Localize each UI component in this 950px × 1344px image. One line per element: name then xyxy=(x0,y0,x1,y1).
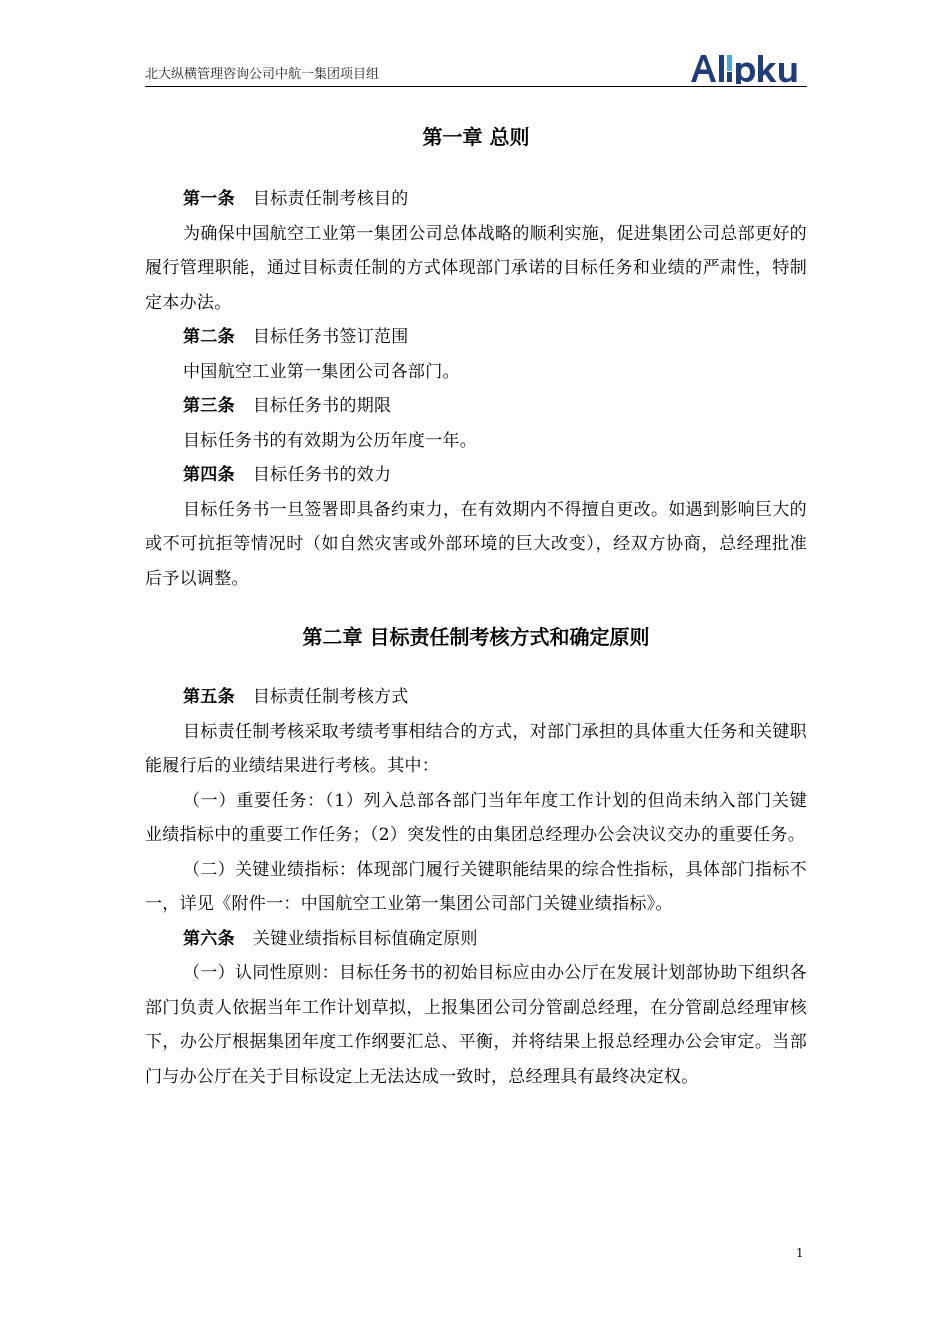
article-5-item-1: （一）重要任务：（1）列入总部各部门当年年度工作计划的但尚未纳入部门关键业绩指标中的重要工作任务；（2）突发性的由集团总经理办公会决议交办的重要任务。 xyxy=(145,790,807,845)
page-number: 1 xyxy=(796,1246,804,1260)
article-title: 目标任务书的效力 xyxy=(252,465,392,485)
article-1-body: 为确保中国航空工业第一集团公司总体战略的顺利实施，促进集团公司总部更好的履行管理职能，通过目标责任制的方式体现部门承诺的目标任务和业绩的严肃性，特制定本办法。 xyxy=(145,223,807,313)
chapter-2-title: 第二章 目标责任制考核方式和确定原则 xyxy=(302,625,650,649)
allpku-logo xyxy=(689,52,807,84)
article-number: 第五条 xyxy=(183,687,235,707)
article-title: 目标责任制考核方式 xyxy=(252,687,409,707)
article-number: 第二条 xyxy=(183,327,235,347)
document-body xyxy=(145,118,807,1094)
article-title: 目标任务书签订范围 xyxy=(252,327,409,347)
chapter-1-title: 第一章 总则 xyxy=(422,125,530,149)
article-number: 第一条 xyxy=(183,189,235,209)
article-1-heading xyxy=(145,182,807,217)
article-title: 目标责任制考核目的 xyxy=(252,189,409,209)
article-3-body: 目标任务书的有效期为公历年度一年。 xyxy=(183,430,478,451)
article-4-heading xyxy=(145,458,807,493)
article-2-heading xyxy=(145,320,807,355)
header-org-text: 北大纵横管理咨询公司中航一集团项目组 xyxy=(145,67,380,82)
article-3-heading xyxy=(145,389,807,424)
article-5-body: 目标责任制考核采取考绩考事相结合的方式，对部门承担的具体重大任务和关键职能履行后的业绩结果进行考核。其中： xyxy=(145,721,807,776)
article-6-item-1: （一）认同性原则：目标任务书的初始目标应由办公厅在发展计划部协助下组织各部门负责人依据当年工作计划草拟，上报集团公司分管副总经理，在分管副总经理审核下，办公厅根据集团年度工作纲要汇总、平衡，并将结果上报总经理办公会审定。当部门与办公厅在关于目标设定上无法达成一致时，总经理具有最终决定权。 xyxy=(145,963,807,1087)
article-2-body: 中国航空工业第一集团公司各部门。 xyxy=(183,361,460,382)
article-number: 第三条 xyxy=(183,396,235,416)
article-number: 第四条 xyxy=(183,465,235,485)
article-title: 目标任务书的期限 xyxy=(252,396,392,416)
article-6-heading xyxy=(145,922,807,957)
page-header xyxy=(145,48,807,87)
article-5-heading xyxy=(145,680,807,715)
article-5-item-2: （二）关键业绩指标：体现部门履行关键职能结果的综合性指标，具体部门指标不一，详见《附件一：中国航空工业第一集团公司部门关键业绩指标》。 xyxy=(145,859,807,914)
article-4-body: 目标任务书一旦签署即具备约束力，在有效期内不得擅自更改。如遇到影响巨大的或不可抗拒等情况时（如自然灾害或外部环境的巨大改变），经双方协商，总经理批准后予以调整。 xyxy=(145,499,807,589)
article-title: 关键业绩指标目标值确定原则 xyxy=(252,928,478,949)
article-number: 第六条 xyxy=(183,928,235,949)
